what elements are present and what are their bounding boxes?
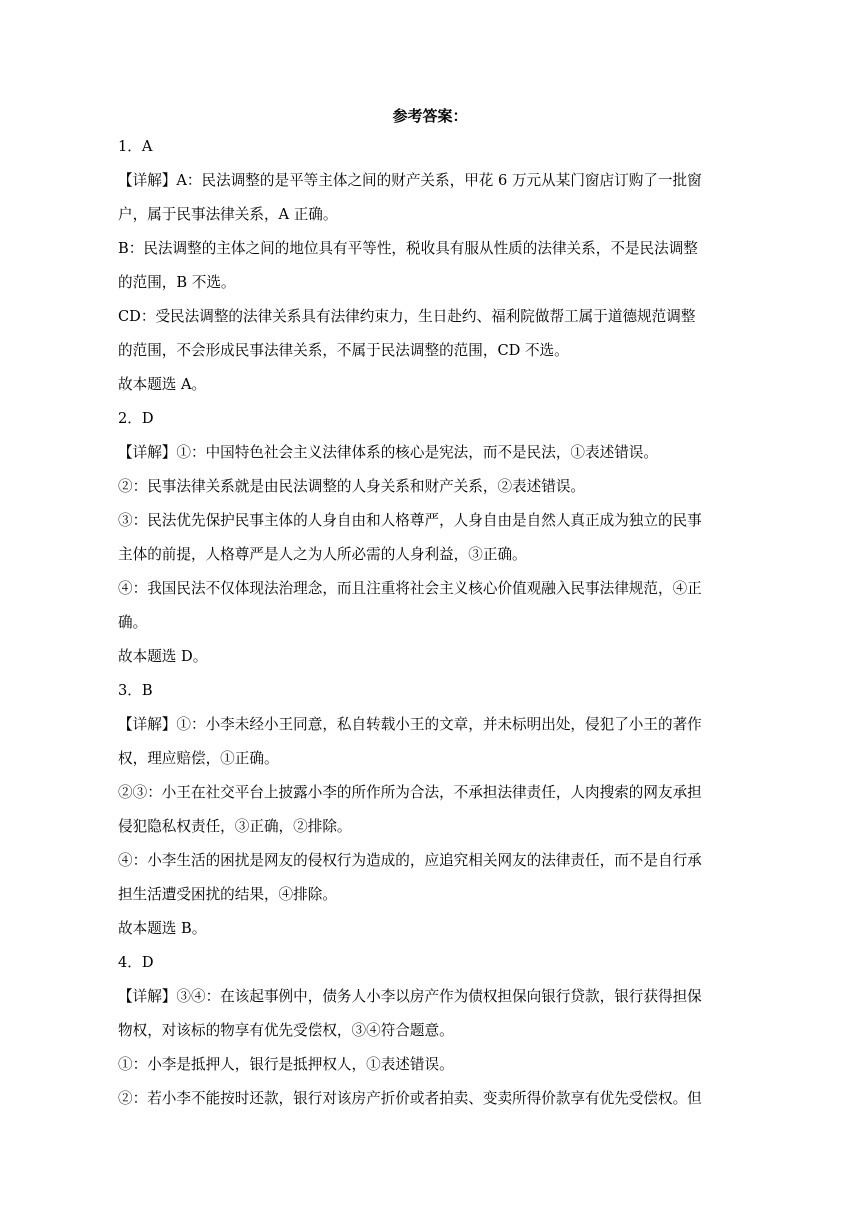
- answer-line: 【详解】①：中国特色社会主义法律体系的核心是宪法，而不是民法，①表述错误。: [118, 444, 658, 461]
- answer-line: 确。: [118, 614, 148, 631]
- answer-line: ④：我国民法不仅体现法治理念，而且注重将社会主义核心价值观融入民事法律规范，④正: [118, 580, 702, 597]
- answer-key-title: 参考答案：: [392, 107, 468, 125]
- answer-line: 担生活遭受困扰的结果，④排除。: [118, 886, 337, 903]
- answer-line: ①：小李是抵押人，银行是抵押权人，①表述错误。: [118, 1056, 454, 1073]
- answer-line: 4．D: [118, 954, 154, 971]
- answer-line: ③：民法优先保护民事主体的人身自由和人格尊严，人身自由是自然人真正成为独立的民事: [118, 512, 702, 529]
- answer-line: 故本题选 B。: [118, 920, 207, 937]
- answer-line: 2．D: [118, 410, 154, 427]
- answer-line: ②：民事法律关系就是由民法调整的人身关系和财产关系，②表述错误。: [118, 478, 586, 495]
- answer-body: [118, 130, 734, 1116]
- answer-line: CD：受民法调整的法律关系具有法律约束力，生日赴约、福利院做帮工属于道德规范调整: [118, 308, 696, 325]
- answer-line: 的范围，不会形成民事法律关系，不属于民法调整的范围，CD 不选。: [118, 342, 569, 359]
- answer-line: 故本题选 D。: [118, 648, 208, 665]
- answer-line: ④：小李生活的困扰是网友的侵权行为造成的，应追究相关网友的法律责任，而不是自行承: [118, 852, 702, 869]
- answer-line: 3．B: [118, 682, 153, 699]
- answer-line: 物权，对该标的物享有优先受偿权，③④符合题意。: [118, 1022, 454, 1039]
- answer-line: ②③：小王在社交平台上披露小李的所作所为合法，不承担法律责任，人肉搜索的网友承担: [118, 784, 702, 801]
- answer-line: 1．A: [118, 138, 153, 155]
- answer-line: 的范围，B 不选。: [118, 274, 236, 291]
- answer-line: ②：若小李不能按时还款，银行对该房产折价或者拍卖、变卖所得价款享有优先受偿权。但: [118, 1090, 702, 1107]
- answer-line: 权，理应赔偿，①正确。: [118, 750, 279, 767]
- answer-line: 【详解】A：民法调整的是平等主体之间的财产关系，甲花 6 万元从某门窗店订购了一批窗: [118, 172, 702, 189]
- answer-line: 主体的前提，人格尊严是人之为人所必需的人身利益，③正确。: [118, 546, 527, 563]
- answer-line: 【详解】①：小李未经小王同意，私自转载小王的文章，并未标明出处，侵犯了小王的著作: [118, 716, 702, 733]
- answer-line: 侵犯隐私权责任，③正确，②排除。: [118, 818, 352, 835]
- answer-line: 户，属于民事法律关系，A 正确。: [118, 206, 338, 223]
- answer-line: 【详解】③④：在该起事例中，债务人小李以房产作为债权担保向银行贷款，银行获得担保: [118, 988, 702, 1005]
- answer-line: 故本题选 A。: [118, 376, 207, 393]
- answer-line: B：民法调整的主体之间的地位具有平等性，税收具有服从性质的法律关系，不是民法调整: [118, 240, 698, 257]
